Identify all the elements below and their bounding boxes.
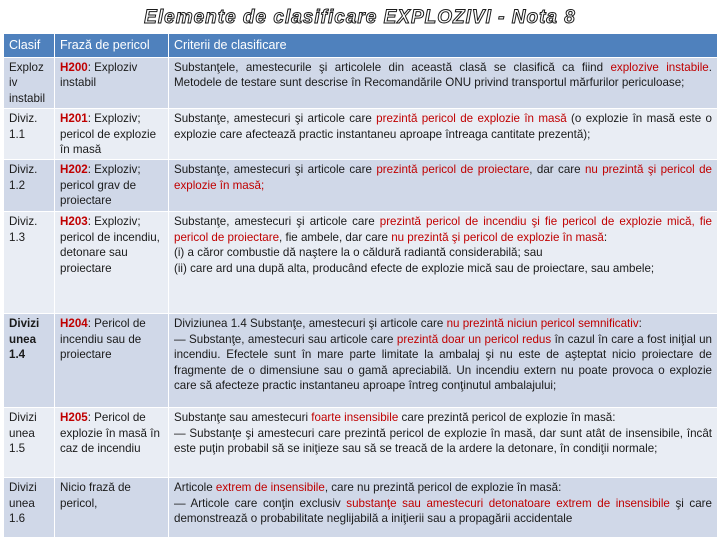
cell-criteria (169, 408, 718, 478)
criteria-text: Substanţele, amestecurile şi articolele din această clasă se clasifică ca fiind (174, 61, 611, 74)
header-hazard-phrase: Frază de pericol (55, 34, 169, 58)
criteria-highlight: substanţe sau amestecuri detonatoare extrem de insensibile (346, 496, 670, 510)
cell-criteria (169, 58, 718, 109)
cell-clasif: Diviz. 1.3 (4, 212, 55, 314)
hazard-code: H200 (60, 61, 88, 74)
criteria-highlight: nu prezintă şi pericol de explozie în masă; (174, 163, 713, 192)
criteria-text: Diviziunea 1.4 Substanţe, amestecuri şi articole care (174, 317, 447, 331)
cell-hazard-phrase (55, 160, 169, 212)
criteria-highlight: nu prezintă şi pericol de explozie în masă (391, 230, 604, 244)
table-header-row (4, 34, 718, 58)
cell-criteria (169, 109, 718, 160)
cell-clasif: Divizi unea 1.5 (4, 408, 55, 478)
criteria-highlight: extrem de insensibile (215, 481, 325, 495)
hazard-phrase: : Exploziv instabil (60, 61, 138, 90)
cell-hazard-phrase (55, 314, 169, 408)
hazard-phrase: : Exploziv; pericol grav de proiectare (60, 163, 141, 208)
hazard-code: H204 (60, 317, 88, 331)
cell-hazard-phrase (55, 478, 169, 538)
cell-clasif: Diviz. 1.1 (4, 109, 55, 160)
header-criteria: Criterii de clasificare (169, 34, 718, 58)
criteria-text: , care nu prezintă pericol de explozie în masă: (324, 481, 562, 495)
classification-table (3, 33, 718, 538)
cell-clasif: Diviz. 1.2 (4, 160, 55, 212)
criteria-highlight: nu prezintă niciun pericol semnificativ (446, 317, 639, 331)
cell-criteria (169, 478, 718, 538)
criteria-text: Substanţe, amestecuri şi articole care (174, 215, 380, 229)
table-row (4, 109, 718, 160)
page-title: Elemente de clasificare EXPLOZIVI - Nota 8 (144, 7, 576, 28)
cell-hazard-phrase (55, 408, 169, 478)
hazard-code: H203 (60, 215, 88, 229)
hazard-code: H201 (60, 112, 88, 126)
cell-clasif: Exploz iv instabil (4, 58, 55, 109)
cell-hazard-phrase (55, 109, 169, 160)
hazard-code: H202 (60, 163, 88, 177)
cell-hazard-phrase (55, 212, 169, 314)
criteria-text: — Substanţe, amestecuri sau articole care (174, 332, 397, 346)
criteria-text: Substanţe sau amestecuri (174, 411, 312, 425)
cell-hazard-phrase (55, 58, 169, 109)
criteria-text: (o explozie în masă este o explozie care afectează practic instantaneu aproape întreaga cantitate prezentă); (174, 112, 712, 141)
criteria-highlight: foarte insensibile (311, 411, 399, 425)
header-clasif: Clasif (4, 34, 55, 58)
hazard-phrase: : Exploziv; pericol de incendiu, detonare sau proiectare (60, 215, 160, 275)
criteria-text: care prezintă pericol de explozie în masă: (398, 411, 616, 425)
criteria-highlight: prezintă pericol de incendiu şi fie pericol de explozie mică, fie pericol de proiectare (174, 215, 712, 244)
criteria-highlight: prezintă pericol de explozie în masă (376, 112, 567, 126)
table-row (4, 58, 718, 109)
table-row (4, 408, 718, 478)
criteria-text: , dar care (529, 163, 585, 177)
criteria-text: şi care demonstrează o probabilitate neglijabilă a iniţierii sau a propagării accidentale (174, 496, 712, 526)
cell-clasif: Divizi unea 1.4 (4, 314, 55, 408)
hazard-code: H205 (60, 411, 88, 425)
criteria-highlight: prezintă doar un pericol redus (396, 332, 552, 346)
criteria-text: — Substanţe şi amestecuri care prezintă pericol de explozie în masă, dar sunt atât de insensibile, încât este puţin probabil să se iniţieze sau să se treacă de la ardere la detonare, în condiţii normale; (174, 426, 712, 456)
criteria-text: (i) a căror combustie dă naştere la o căldură radiantă considerabilă; sau (174, 246, 543, 260)
table-row (4, 478, 718, 538)
criteria-text: (ii) care ard una după alta, producând efecte de explozie mică sau de proiectare, sau ambele; (174, 261, 655, 275)
cell-clasif: Divizi unea 1.6 (4, 478, 55, 538)
criteria-text: Substanţe, amestecuri şi articole care (174, 163, 377, 177)
criteria-text: — Articole care conţin exclusiv (174, 496, 347, 510)
criteria-highlight: explozive instabile (610, 61, 709, 74)
criteria-highlight: prezintă pericol de proiectare (376, 163, 530, 177)
hazard-phrase: : Pericol de explozie în masă în caz de incendiu (60, 411, 160, 456)
criteria-text: . Metodele de testare sunt descrise în Recomandările ONU privind transportul mărfurilor periculoase; (174, 61, 712, 90)
table-row (4, 160, 718, 212)
table-row (4, 314, 718, 408)
cell-criteria (169, 160, 718, 212)
criteria-text: , fie ambele, dar care (279, 230, 392, 244)
hazard-phrase: : Exploziv; pericol de explozie în masă (60, 112, 157, 157)
criteria-text: Articole (174, 481, 216, 495)
hazard-phrase: Nicio frază de pericol, (60, 481, 131, 510)
cell-criteria (169, 314, 718, 408)
criteria-text: Substanţe, amestecuri şi articole care (174, 112, 377, 126)
hazard-phrase: : Pericol de incendiu sau de proiectare (60, 317, 146, 362)
criteria-text: : (603, 230, 608, 244)
criteria-text: în cazul în care a fost iniţial un incendiu. Efectele sunt în mare parte limitate la ambalaj şi nu este de aşteptat nicio proiectare de fragmente de o dimensiune sau o gamă apreciabilă. Un incendiu extern nu poate provoca o explozie care să afecteze practic instantaneu aproape întreg conţinutul ambalajului; (174, 332, 712, 393)
cell-criteria (169, 212, 718, 314)
table-row (4, 212, 718, 314)
criteria-text: : (638, 317, 642, 331)
